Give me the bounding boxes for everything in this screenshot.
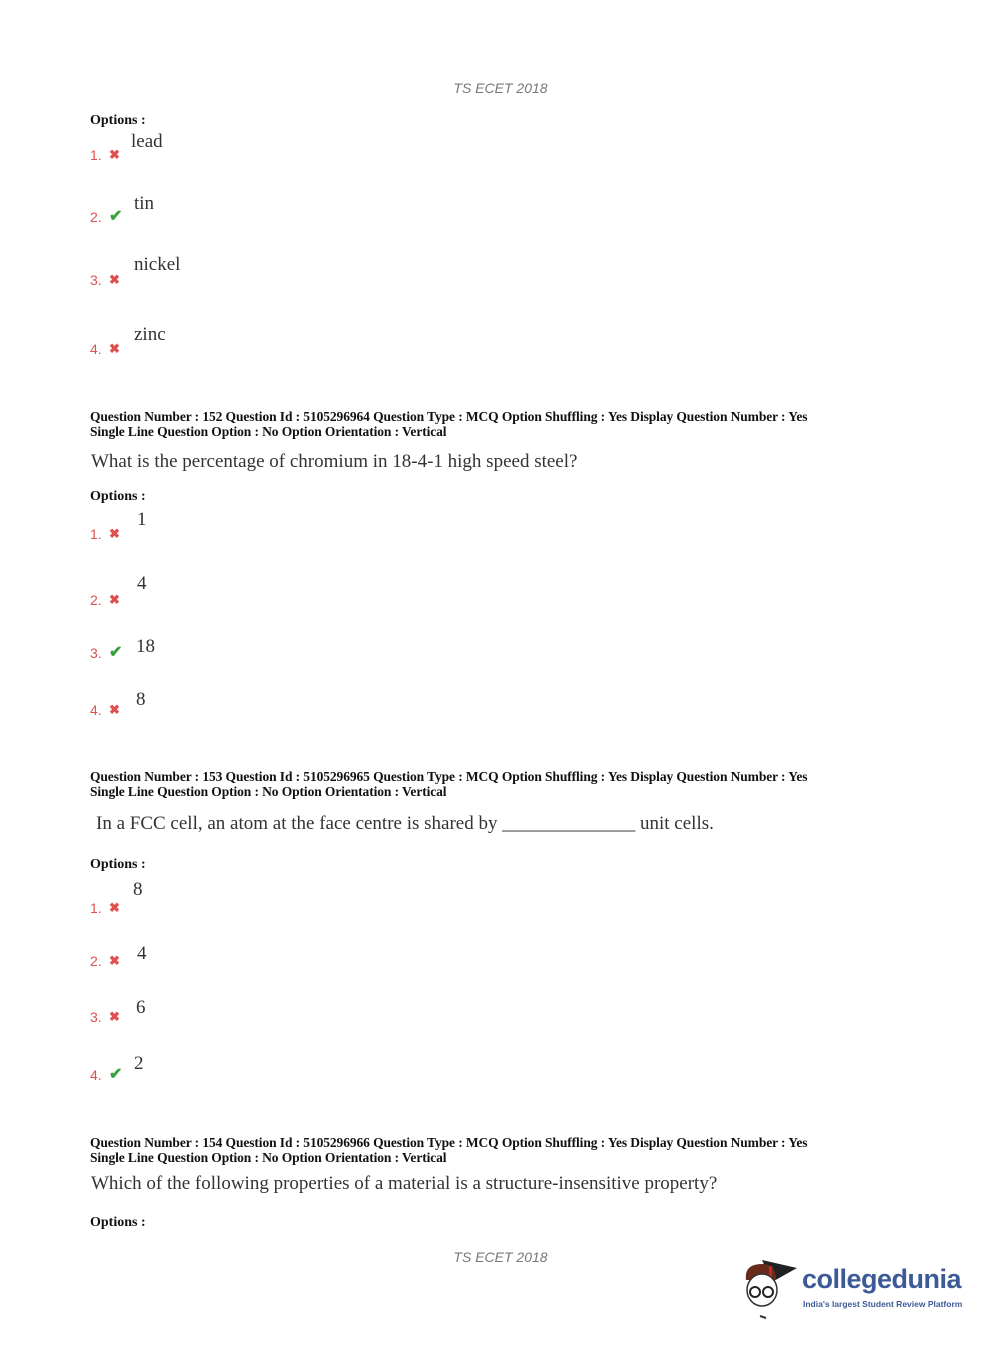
option-text: tin <box>134 193 155 214</box>
option-number: 1. <box>90 900 102 916</box>
question-meta-2: Single Line Question Option : No Option Orientation : Vertical <box>90 424 447 439</box>
option-number: 2. <box>90 592 102 608</box>
question-meta: Question Number : 152 Question Id : 5105296964 Question Type : MCQ Option Shuffling : Yes Display Question Number : Yes <box>90 409 808 424</box>
page-footer: TS ECET 2018 <box>453 1249 548 1265</box>
cross-icon: ✖ <box>109 900 120 915</box>
check-icon: ✔ <box>109 644 123 661</box>
cross-icon: ✖ <box>109 147 120 162</box>
page-header: TS ECET 2018 <box>453 80 548 96</box>
question-meta: Question Number : 153 Question Id : 5105296965 Question Type : MCQ Option Shuffling : Yes Display Question Number : Yes <box>90 769 808 784</box>
option-number: 2. <box>90 209 102 225</box>
collegedunia-mascot-icon <box>742 1250 802 1320</box>
option-text: 6 <box>136 997 146 1018</box>
option-text: 4 <box>137 573 147 594</box>
option-text: 18 <box>136 636 155 657</box>
cross-icon: ✖ <box>109 1009 120 1024</box>
options-label: Options : <box>90 857 146 872</box>
option-number: 1. <box>90 526 102 542</box>
check-icon: ✔ <box>109 208 123 225</box>
option-number: 2. <box>90 953 102 969</box>
option-text: zinc <box>134 324 166 345</box>
question-meta-2: Single Line Question Option : No Option Orientation : Vertical <box>90 1150 447 1165</box>
cross-icon: ✖ <box>109 272 120 287</box>
option-number: 4. <box>90 702 102 718</box>
options-label: Options : <box>90 113 146 128</box>
question-text: In a FCC cell, an atom at the face centre is shared by ______________ unit cells. <box>96 813 714 834</box>
cross-icon: ✖ <box>109 953 120 968</box>
option-text: 4 <box>137 943 147 964</box>
cross-icon: ✖ <box>109 341 120 356</box>
cross-icon: ✖ <box>109 592 120 607</box>
logo-tagline: India's largest Student Review Platform <box>803 1299 963 1309</box>
option-text: nickel <box>134 254 181 275</box>
question-text: What is the percentage of chromium in 18-4-1 high speed steel? <box>91 451 578 472</box>
question-text: Which of the following properties of a material is a structure-insensitive property? <box>91 1173 718 1194</box>
option-text: 8 <box>136 689 146 710</box>
option-text: lead <box>131 131 163 152</box>
logo-name: collegedunia <box>802 1264 962 1294</box>
options-label: Options : <box>90 1215 146 1230</box>
option-number: 3. <box>90 272 102 288</box>
cross-icon: ✖ <box>109 526 120 541</box>
option-text: 1 <box>137 509 147 530</box>
option-text: 2 <box>134 1053 144 1074</box>
check-icon: ✔ <box>109 1066 123 1083</box>
option-number: 4. <box>90 1067 102 1083</box>
option-number: 1. <box>90 147 102 163</box>
options-label: Options : <box>90 489 146 504</box>
question-meta: Question Number : 154 Question Id : 5105296966 Question Type : MCQ Option Shuffling : Yes Display Question Number : Yes <box>90 1135 808 1150</box>
question-meta-2: Single Line Question Option : No Option Orientation : Vertical <box>90 784 447 799</box>
option-number: 4. <box>90 341 102 357</box>
option-number: 3. <box>90 645 102 661</box>
option-text: 8 <box>133 879 143 900</box>
option-number: 3. <box>90 1009 102 1025</box>
cross-icon: ✖ <box>109 702 120 717</box>
